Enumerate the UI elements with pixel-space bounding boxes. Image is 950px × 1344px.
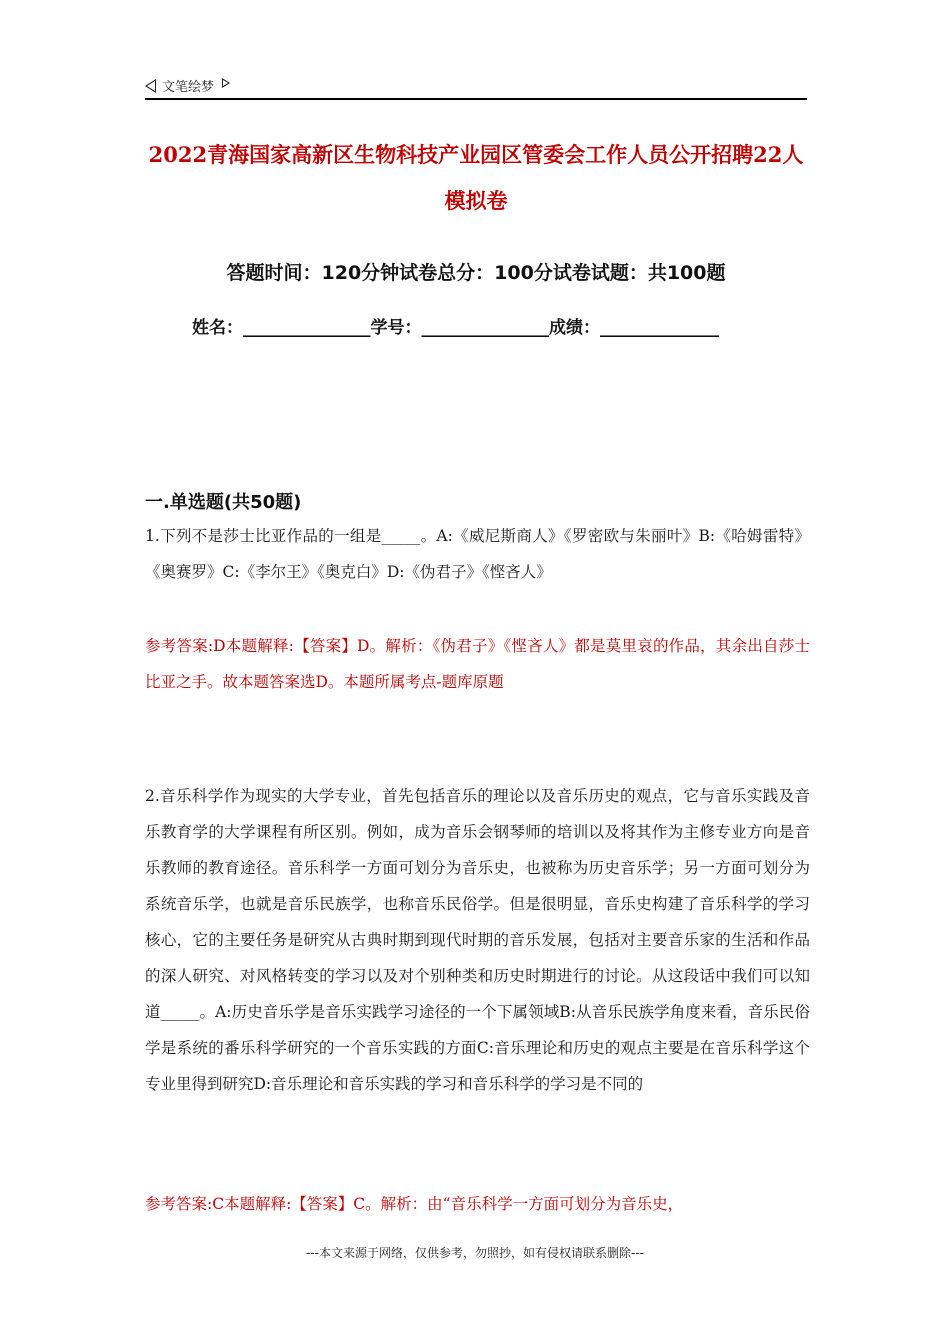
question-text: 2.音乐科学作为现实的大学专业，首先包括音乐的理论以及音乐历史的观点，它与音乐实践及音乐教育学的大学课程有所区别。例如，成为音乐会钢琴师的培训以及将其作为主修专业方向是音乐教师的教育途径。音乐科学一方面可划分为音乐史，也被称为历史音乐学；另一方面可划分为系统音乐学，也就是音乐民族学，也称音乐民俗学。但是很明显，音乐史构建了音乐科学的学习核心，它的主要任务是研究从古典时期到现代时期的音乐发展，包括对主要音乐家的生活和作品的深人研究、对风格转变的学习以及对个别种类和历史时期进行的讨论。从这段话中我们可以知道_____。A:历史音乐学是音乐实践学习途径的一个下属领域B:从音乐民族学角度来看，音乐民俗学是系统的番乐科学研究的一个音乐实践的方面C:音乐理论和历史的观点主要是在音乐科学这个专业里得到研究D:音乐理论和音乐实践的学习和音乐科学的学习是不同的 <box>145 787 810 1093</box>
page-footer: ---本文来源于网络，仅供参考，勿照抄，如有侵权请联系删除--- <box>306 1246 644 1260</box>
answer-text: 参考答案:D本题解释:【答案】D。解析：《伪君子》《悭吝人》都是莫里哀的作品，其余出自莎士比亚之手。故本题答案选D。本题所属考点-题库原题 <box>145 637 810 691</box>
student-fields: 姓名：_______________学号：_______________成绩：______________ <box>192 318 719 338</box>
question-text: 1.下列不是莎士比亚作品的一组是_____。A:《威尼斯商人》《罗密欧与朱丽叶》B:《哈姆雷特》《奥赛罗》C:《李尔王》《奥克白》D:《伪君子》《悭吝人》 <box>145 527 810 581</box>
brand-logo <box>145 76 230 95</box>
section-title: 一.单选题(共50题) <box>145 492 302 513</box>
document-title: 2022青海国家高新区生物科技产业园区管委会工作人员公开招聘22人模拟卷 <box>148 142 804 213</box>
left-triangle-icon <box>145 79 156 93</box>
answer-text: 参考答案:C本题解释:【答案】C。解析：由“音乐科学一方面可划分为音乐史， <box>145 1195 684 1213</box>
page-header <box>145 74 807 100</box>
right-triangle-icon <box>222 78 230 88</box>
brand-name: 文笔绘梦 <box>162 80 215 95</box>
exam-meta: 答题时间：120分钟试卷总分：100分试卷试题：共100题 <box>226 262 726 284</box>
